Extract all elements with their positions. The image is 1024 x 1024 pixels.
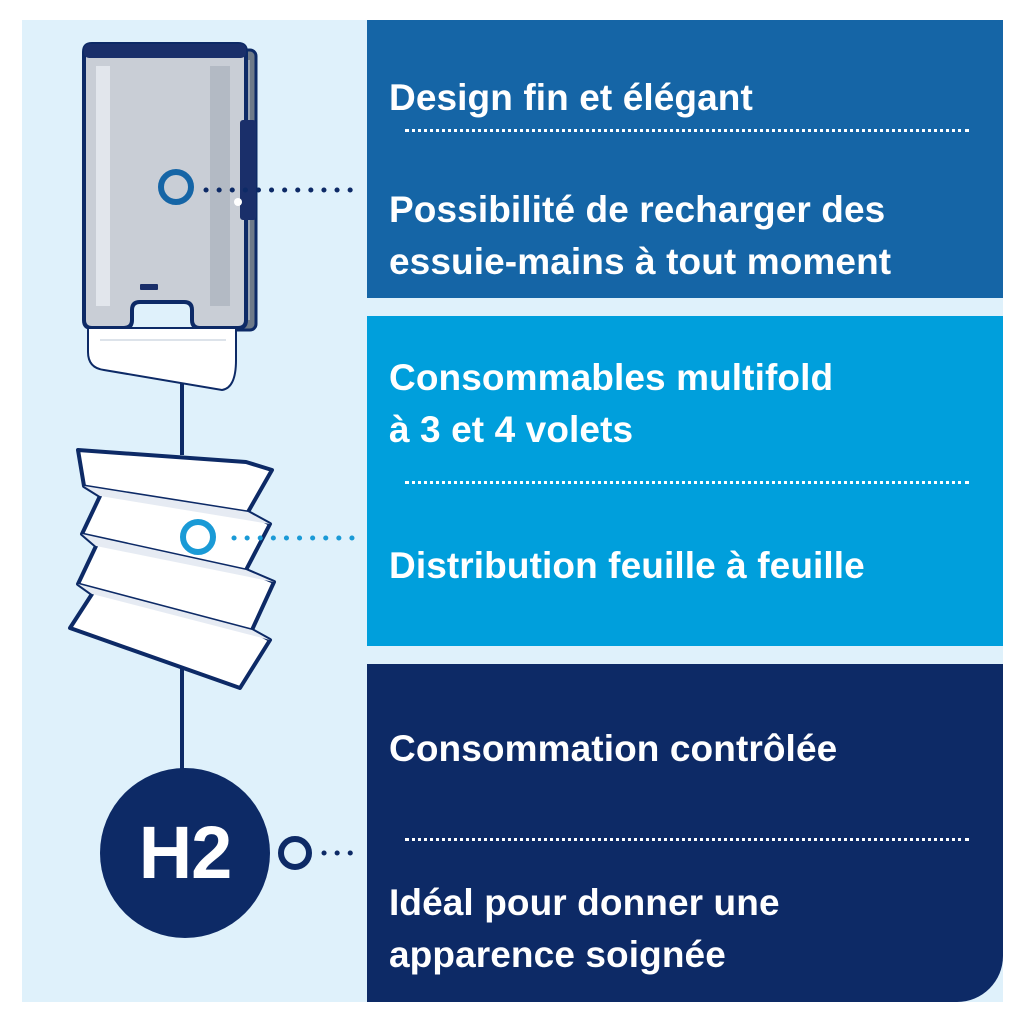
callout-appearance bbox=[281, 839, 362, 867]
feature-text-design: Design fin et élégant bbox=[389, 77, 753, 118]
callout-ring-icon bbox=[281, 839, 309, 867]
feature-text-refill: Possibilité de recharger des essuie-mains à tout moment bbox=[389, 189, 892, 282]
feature-text-appearance: Idéal pour donner une apparence soignée bbox=[389, 882, 780, 975]
dispenser-illustration bbox=[84, 44, 256, 390]
feature-text-consumption: Consommation contrôlée bbox=[389, 728, 838, 769]
feature-text-sheet: Distribution feuille à feuille bbox=[389, 545, 865, 586]
callout-sheet bbox=[183, 522, 362, 552]
feature-text-multifold: Consommables multifold à 3 et 4 volets bbox=[389, 357, 834, 450]
h2-badge-label: H2 bbox=[138, 811, 232, 894]
folded-towel-illustration bbox=[70, 450, 274, 688]
callout-ring-icon bbox=[183, 522, 213, 552]
